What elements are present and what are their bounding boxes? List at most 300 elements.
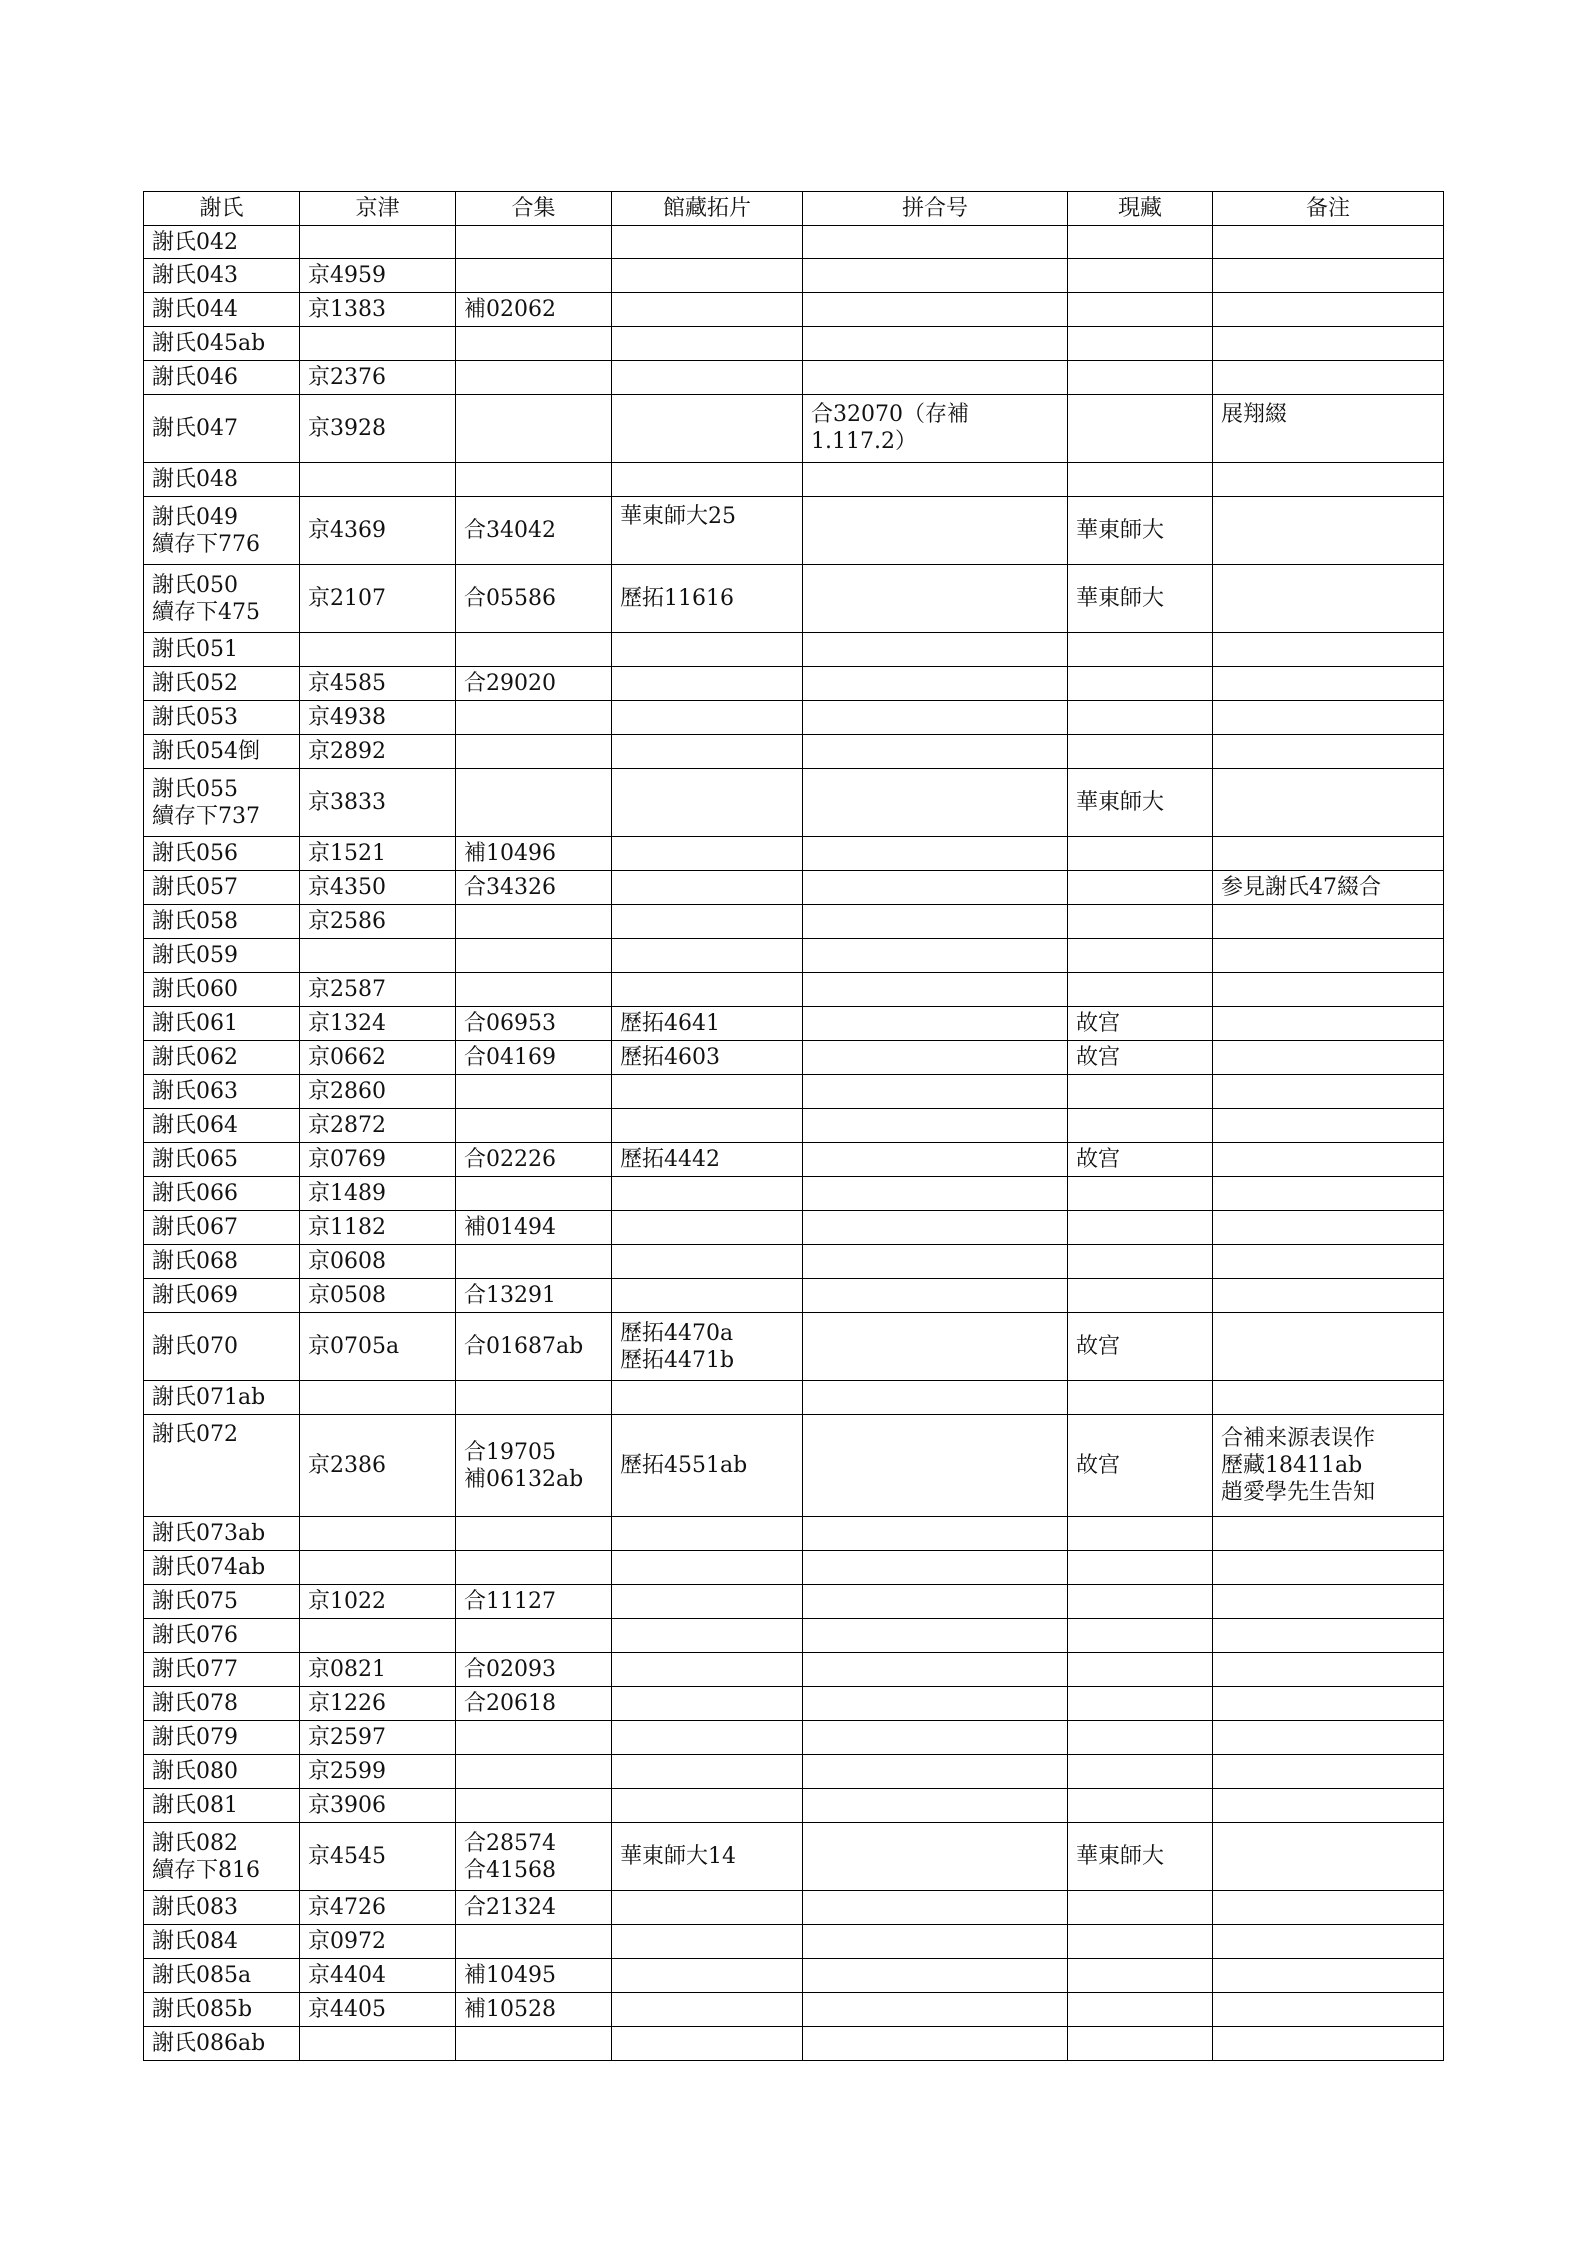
cell-pinhe-hao	[803, 395, 1068, 463]
cell-xiancang	[1068, 973, 1213, 1007]
cell-xieshi	[144, 1279, 300, 1313]
cell-heji	[456, 1993, 612, 2027]
cell-text: 謝氏054倒	[152, 739, 260, 764]
cell-text: 京2107	[308, 586, 386, 611]
cell-guancang-tapian	[612, 293, 803, 327]
cell-jingjin	[300, 226, 456, 259]
cell-xiancang	[1068, 837, 1213, 871]
cell-guancang-tapian	[612, 1993, 803, 2027]
cell-xiancang	[1068, 1891, 1213, 1925]
cell-xiancang	[1068, 327, 1213, 361]
cell-text: 京1521	[308, 841, 386, 866]
cell-xieshi	[144, 497, 300, 565]
cell-pinhe-hao	[803, 871, 1068, 905]
cell-guancang-tapian	[612, 1245, 803, 1279]
cell-xiancang	[1068, 1687, 1213, 1721]
cell-beizhu	[1213, 1551, 1444, 1585]
header-xieshi: 謝氏	[144, 192, 300, 226]
cell-heji	[456, 667, 612, 701]
cell-heji	[456, 395, 612, 463]
cell-xieshi	[144, 701, 300, 735]
cell-xiancang	[1068, 1619, 1213, 1653]
cell-heji	[456, 1075, 612, 1109]
cell-xieshi	[144, 1313, 300, 1381]
cell-text: 京1226	[308, 1691, 386, 1716]
cell-text: 補06132ab	[464, 1466, 584, 1492]
cell-text: 謝氏084	[152, 1929, 238, 1954]
cell-guancang-tapian	[612, 1823, 803, 1891]
cell-text: 京2892	[308, 739, 386, 764]
cell-pinhe-hao	[803, 259, 1068, 293]
cell-jingjin	[300, 1993, 456, 2027]
cell-jingjin	[300, 361, 456, 395]
cell-xieshi	[144, 1143, 300, 1177]
cell-text: 謝氏046	[152, 365, 238, 390]
cell-guancang-tapian	[612, 497, 803, 565]
cell-text: 謝氏052	[152, 671, 238, 696]
table-row	[144, 667, 1444, 701]
table-row	[144, 1755, 1444, 1789]
cell-xiancang	[1068, 735, 1213, 769]
cell-guancang-tapian	[612, 1109, 803, 1143]
cell-text: 京4405	[308, 1997, 386, 2022]
cell-text: 謝氏081	[152, 1793, 238, 1818]
table-row	[144, 1415, 1444, 1517]
cell-heji	[456, 2027, 612, 2061]
cell-text: 京2587	[308, 977, 386, 1002]
cell-jingjin	[300, 1007, 456, 1041]
cell-text: 合05586	[464, 586, 556, 611]
cell-xiancang	[1068, 1789, 1213, 1823]
table-row	[144, 1823, 1444, 1891]
cell-guancang-tapian	[612, 1075, 803, 1109]
cell-heji	[456, 259, 612, 293]
cell-text: 京2599	[308, 1759, 386, 1784]
cell-text: 合29020	[464, 671, 556, 696]
cell-jingjin	[300, 1925, 456, 1959]
cell-beizhu	[1213, 1143, 1444, 1177]
table-row	[144, 1687, 1444, 1721]
cell-xieshi	[144, 1993, 300, 2027]
cell-xieshi	[144, 1721, 300, 1755]
cell-text: 京0662	[308, 1045, 386, 1070]
table-row	[144, 1721, 1444, 1755]
cell-xieshi	[144, 1789, 300, 1823]
cell-xieshi	[144, 1177, 300, 1211]
cell-text: 合01687ab	[464, 1334, 584, 1359]
table-row	[144, 259, 1444, 293]
table-row	[144, 939, 1444, 973]
table-row	[144, 497, 1444, 565]
cell-jingjin	[300, 1687, 456, 1721]
table-row	[144, 395, 1444, 463]
cell-xieshi	[144, 1551, 300, 1585]
cell-jingjin	[300, 871, 456, 905]
cell-guancang-tapian	[612, 1653, 803, 1687]
cell-guancang-tapian	[612, 1687, 803, 1721]
cell-beizhu	[1213, 361, 1444, 395]
cell-text: 謝氏074ab	[152, 1555, 266, 1580]
cell-guancang-tapian	[612, 395, 803, 463]
cell-xieshi	[144, 1959, 300, 1993]
cell-text: 京4350	[308, 875, 386, 900]
cell-beizhu	[1213, 1313, 1444, 1381]
table-row	[144, 633, 1444, 667]
cell-xieshi	[144, 1585, 300, 1619]
cell-pinhe-hao	[803, 293, 1068, 327]
cell-xieshi	[144, 293, 300, 327]
cell-text: 謝氏072	[152, 1422, 238, 1447]
cell-xieshi	[144, 1687, 300, 1721]
catalog-table	[143, 191, 1444, 2061]
cell-text: 京2872	[308, 1113, 386, 1138]
cell-text: 謝氏056	[152, 841, 238, 866]
cell-text: 合28574	[464, 1830, 556, 1856]
cell-text: 歷拓4471b	[620, 1347, 735, 1373]
cell-heji	[456, 1925, 612, 1959]
cell-text: 補02062	[464, 297, 556, 322]
cell-guancang-tapian	[612, 633, 803, 667]
cell-guancang-tapian	[612, 1143, 803, 1177]
cell-heji	[456, 1313, 612, 1381]
cell-guancang-tapian	[612, 1211, 803, 1245]
cell-text: 合32070（存補	[811, 402, 969, 427]
cell-text: 謝氏068	[152, 1249, 238, 1274]
cell-guancang-tapian	[612, 701, 803, 735]
cell-guancang-tapian	[612, 463, 803, 497]
cell-text: 京1383	[308, 297, 386, 322]
cell-text: 謝氏064	[152, 1113, 238, 1138]
cell-heji	[456, 1891, 612, 1925]
cell-text: 歷拓11616	[620, 586, 734, 611]
cell-text: 展翔綴	[1221, 402, 1288, 427]
cell-text: 参見謝氏47綴合	[1221, 875, 1381, 900]
cell-xiancang	[1068, 1925, 1213, 1959]
cell-xieshi	[144, 905, 300, 939]
cell-text: 謝氏073ab	[152, 1521, 266, 1546]
table-row	[144, 1177, 1444, 1211]
cell-text: 歷拓4551ab	[620, 1453, 748, 1478]
table-row	[144, 735, 1444, 769]
header-pinhe-hao: 拼合号	[803, 192, 1068, 226]
cell-xieshi	[144, 939, 300, 973]
cell-xiancang	[1068, 1993, 1213, 2027]
cell-heji	[456, 905, 612, 939]
cell-text: 京0608	[308, 1249, 386, 1274]
cell-text: 華東師大25	[620, 504, 736, 529]
cell-jingjin	[300, 2027, 456, 2061]
table-row	[144, 1959, 1444, 1993]
cell-heji	[456, 1789, 612, 1823]
cell-beizhu	[1213, 1653, 1444, 1687]
cell-heji	[456, 701, 612, 735]
cell-xieshi	[144, 226, 300, 259]
cell-jingjin	[300, 1551, 456, 1585]
cell-heji	[456, 293, 612, 327]
cell-text: 故宫	[1076, 1334, 1121, 1359]
cell-jingjin	[300, 1891, 456, 1925]
table-row	[144, 1993, 1444, 2027]
cell-jingjin	[300, 905, 456, 939]
cell-heji	[456, 1177, 612, 1211]
cell-beizhu	[1213, 1959, 1444, 1993]
cell-text: 京4404	[308, 1963, 386, 1988]
cell-text: 謝氏050	[152, 572, 238, 598]
cell-text: 合21324	[464, 1895, 556, 1920]
cell-guancang-tapian	[612, 905, 803, 939]
cell-heji	[456, 1619, 612, 1653]
cell-text: 謝氏066	[152, 1181, 238, 1206]
cell-xieshi	[144, 1381, 300, 1415]
cell-beizhu	[1213, 769, 1444, 837]
cell-beizhu	[1213, 395, 1444, 463]
cell-text: 合補来源表误作	[1221, 1426, 1376, 1451]
cell-xieshi	[144, 633, 300, 667]
cell-heji	[456, 973, 612, 1007]
cell-beizhu	[1213, 497, 1444, 565]
cell-guancang-tapian	[612, 1517, 803, 1551]
table-row	[144, 1551, 1444, 1585]
cell-jingjin	[300, 1653, 456, 1687]
cell-text: 謝氏076	[152, 1623, 238, 1648]
cell-pinhe-hao	[803, 1381, 1068, 1415]
cell-xieshi	[144, 837, 300, 871]
cell-beizhu	[1213, 1279, 1444, 1313]
cell-text: 謝氏060	[152, 977, 238, 1002]
cell-text: 京1022	[308, 1589, 386, 1614]
cell-guancang-tapian	[612, 1177, 803, 1211]
table-row	[144, 1619, 1444, 1653]
cell-beizhu	[1213, 1585, 1444, 1619]
cell-heji	[456, 735, 612, 769]
cell-xiancang	[1068, 633, 1213, 667]
cell-jingjin	[300, 1789, 456, 1823]
cell-text: 謝氏048	[152, 467, 238, 492]
table-row	[144, 871, 1444, 905]
cell-xieshi	[144, 1653, 300, 1687]
cell-xieshi	[144, 1891, 300, 1925]
cell-pinhe-hao	[803, 1245, 1068, 1279]
cell-xieshi	[144, 1075, 300, 1109]
cell-text: 歷拓4603	[620, 1045, 720, 1070]
cell-text: 謝氏075	[152, 1589, 238, 1614]
cell-pinhe-hao	[803, 939, 1068, 973]
table-row	[144, 837, 1444, 871]
cell-heji	[456, 361, 612, 395]
cell-guancang-tapian	[612, 1755, 803, 1789]
cell-beizhu	[1213, 973, 1444, 1007]
cell-xiancang	[1068, 1721, 1213, 1755]
cell-xiancang	[1068, 2027, 1213, 2061]
cell-xiancang	[1068, 1959, 1213, 1993]
table-row	[144, 905, 1444, 939]
cell-text: 謝氏042	[152, 229, 238, 255]
cell-jingjin	[300, 1109, 456, 1143]
cell-xieshi	[144, 1517, 300, 1551]
cell-text: 1.117.2）	[811, 429, 917, 454]
cell-xiancang	[1068, 361, 1213, 395]
table-row	[144, 1653, 1444, 1687]
cell-pinhe-hao	[803, 1755, 1068, 1789]
cell-pinhe-hao	[803, 463, 1068, 497]
cell-jingjin	[300, 1959, 456, 1993]
cell-text: 補10528	[464, 1997, 556, 2022]
cell-text: 故宫	[1076, 1011, 1121, 1036]
cell-jingjin	[300, 463, 456, 497]
cell-text: 華東師大14	[620, 1844, 736, 1869]
cell-beizhu	[1213, 327, 1444, 361]
cell-beizhu	[1213, 701, 1444, 735]
cell-xieshi	[144, 1823, 300, 1891]
cell-text: 謝氏077	[152, 1657, 238, 1682]
table-row	[144, 1075, 1444, 1109]
cell-xieshi	[144, 327, 300, 361]
cell-beizhu	[1213, 735, 1444, 769]
cell-heji	[456, 1755, 612, 1789]
cell-jingjin	[300, 497, 456, 565]
table-row	[144, 973, 1444, 1007]
table-row	[144, 1041, 1444, 1075]
cell-heji	[456, 871, 612, 905]
cell-pinhe-hao	[803, 1959, 1068, 1993]
cell-guancang-tapian	[612, 1041, 803, 1075]
cell-beizhu	[1213, 1687, 1444, 1721]
cell-pinhe-hao	[803, 1211, 1068, 1245]
cell-pinhe-hao	[803, 1823, 1068, 1891]
cell-guancang-tapian	[612, 1007, 803, 1041]
cell-jingjin	[300, 1313, 456, 1381]
cell-text: 故宫	[1076, 1147, 1121, 1172]
cell-heji	[456, 1653, 612, 1687]
header-jingjin: 京津	[300, 192, 456, 226]
cell-xieshi	[144, 361, 300, 395]
cell-xiancang	[1068, 1653, 1213, 1687]
cell-text: 續存下737	[152, 803, 260, 829]
cell-heji	[456, 1279, 612, 1313]
cell-xiancang	[1068, 1075, 1213, 1109]
cell-jingjin	[300, 1721, 456, 1755]
table-row	[144, 463, 1444, 497]
cell-heji	[456, 1959, 612, 1993]
cell-text: 京3906	[308, 1793, 386, 1818]
cell-xieshi	[144, 259, 300, 293]
cell-beizhu	[1213, 1211, 1444, 1245]
cell-text: 謝氏059	[152, 943, 238, 968]
cell-beizhu	[1213, 1925, 1444, 1959]
cell-text: 謝氏043	[152, 263, 238, 288]
cell-text: 京3928	[308, 416, 386, 441]
cell-beizhu	[1213, 463, 1444, 497]
cell-xiancang	[1068, 701, 1213, 735]
cell-beizhu	[1213, 1245, 1444, 1279]
cell-text: 京0508	[308, 1283, 386, 1308]
cell-beizhu	[1213, 226, 1444, 259]
cell-beizhu	[1213, 1619, 1444, 1653]
cell-pinhe-hao	[803, 837, 1068, 871]
cell-text: 京0972	[308, 1929, 386, 1954]
cell-text: 續存下776	[152, 531, 260, 557]
cell-guancang-tapian	[612, 667, 803, 701]
cell-text: 謝氏053	[152, 705, 238, 730]
table-row	[144, 2027, 1444, 2061]
cell-guancang-tapian	[612, 1585, 803, 1619]
cell-beizhu	[1213, 1891, 1444, 1925]
table-row	[144, 1381, 1444, 1415]
cell-text: 補10495	[464, 1963, 556, 1988]
cell-text: 謝氏062	[152, 1045, 238, 1070]
cell-beizhu	[1213, 1109, 1444, 1143]
cell-guancang-tapian	[612, 1925, 803, 1959]
cell-beizhu	[1213, 1075, 1444, 1109]
cell-jingjin	[300, 395, 456, 463]
cell-text: 合11127	[464, 1589, 556, 1614]
cell-jingjin	[300, 327, 456, 361]
cell-jingjin	[300, 701, 456, 735]
cell-text: 京0769	[308, 1147, 386, 1172]
cell-pinhe-hao	[803, 497, 1068, 565]
cell-text: 謝氏055	[152, 776, 238, 802]
cell-text: 合06953	[464, 1011, 556, 1036]
cell-text: 合02093	[464, 1657, 556, 1682]
cell-beizhu	[1213, 1823, 1444, 1891]
cell-xiancang	[1068, 1755, 1213, 1789]
cell-text: 合34326	[464, 875, 556, 900]
cell-jingjin	[300, 939, 456, 973]
cell-text: 華東師大	[1076, 586, 1165, 611]
cell-text: 謝氏051	[152, 637, 238, 662]
cell-xiancang	[1068, 1109, 1213, 1143]
cell-pinhe-hao	[803, 1687, 1068, 1721]
cell-xieshi	[144, 2027, 300, 2061]
cell-jingjin	[300, 1177, 456, 1211]
cell-pinhe-hao	[803, 1993, 1068, 2027]
cell-jingjin	[300, 633, 456, 667]
cell-jingjin	[300, 1245, 456, 1279]
cell-text: 謝氏083	[152, 1895, 238, 1920]
cell-pinhe-hao	[803, 361, 1068, 395]
table-row	[144, 327, 1444, 361]
cell-xieshi	[144, 1007, 300, 1041]
header-beizhu: 备注	[1213, 192, 1444, 226]
cell-text: 謝氏044	[152, 297, 238, 322]
cell-jingjin	[300, 293, 456, 327]
cell-xieshi	[144, 1415, 300, 1517]
cell-jingjin	[300, 1041, 456, 1075]
cell-text: 謝氏080	[152, 1759, 238, 1784]
cell-pinhe-hao	[803, 735, 1068, 769]
cell-heji	[456, 463, 612, 497]
cell-xieshi	[144, 1211, 300, 1245]
cell-xiancang	[1068, 905, 1213, 939]
cell-xiancang	[1068, 1007, 1213, 1041]
table-row	[144, 1245, 1444, 1279]
cell-pinhe-hao	[803, 1891, 1068, 1925]
cell-xieshi	[144, 769, 300, 837]
cell-text: 歷拓4470a	[620, 1320, 734, 1346]
cell-text: 合04169	[464, 1045, 556, 1070]
cell-text: 謝氏079	[152, 1725, 238, 1750]
cell-text: 京4959	[308, 263, 386, 288]
cell-text: 謝氏049	[152, 504, 238, 530]
cell-pinhe-hao	[803, 226, 1068, 259]
cell-xiancang	[1068, 497, 1213, 565]
cell-beizhu	[1213, 1993, 1444, 2027]
cell-beizhu	[1213, 1755, 1444, 1789]
cell-beizhu	[1213, 1007, 1444, 1041]
cell-guancang-tapian	[612, 1279, 803, 1313]
cell-text: 合13291	[464, 1283, 556, 1308]
cell-text: 京2586	[308, 909, 386, 934]
